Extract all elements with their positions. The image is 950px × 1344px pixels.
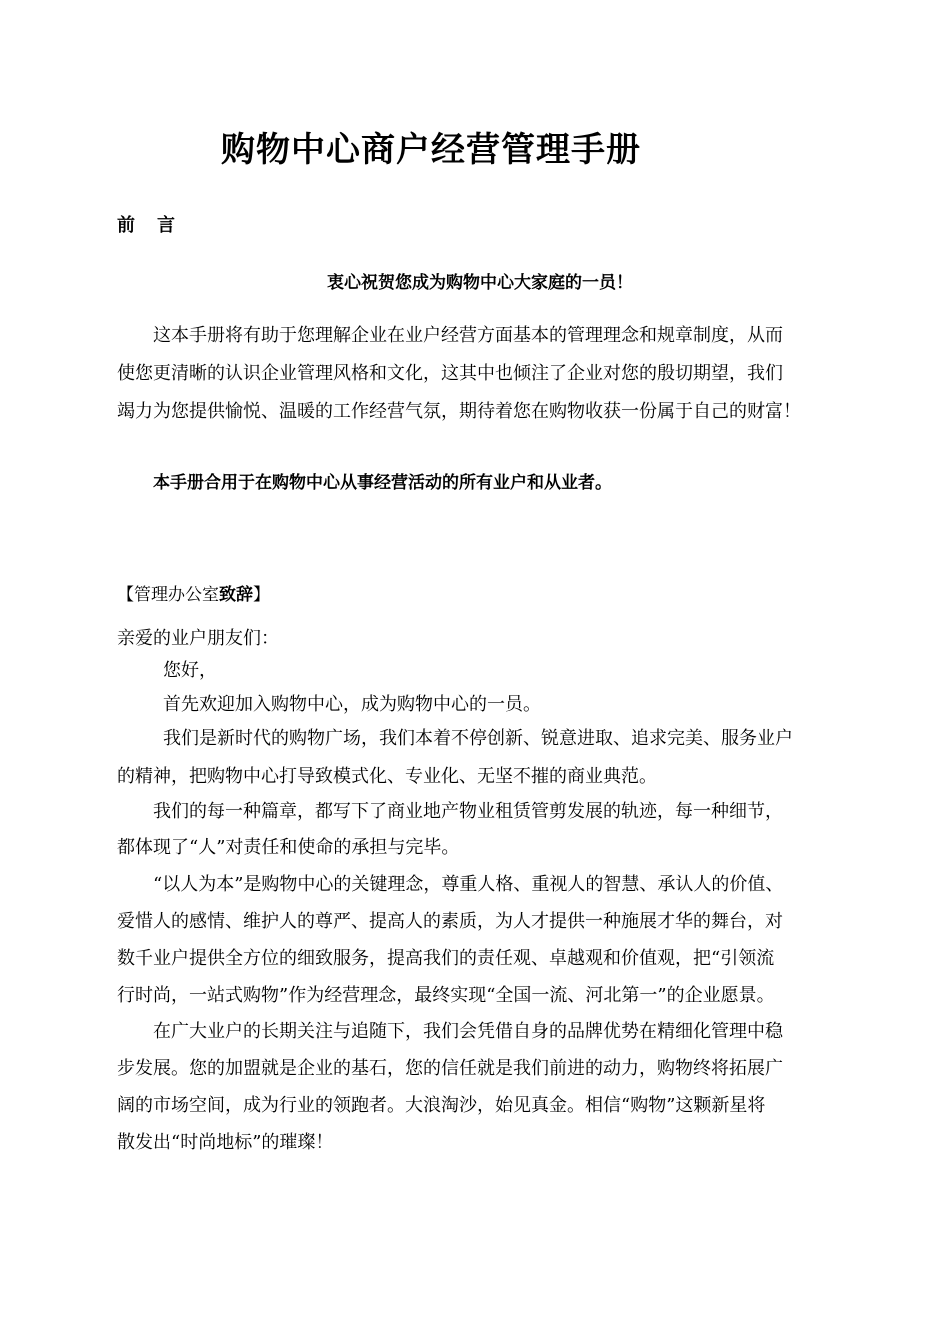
preface-paragraph-line: 使您更清晰的认识企业管理风格和文化，这其中也倾注了企业对您的殷切期望，我们 bbox=[117, 363, 783, 384]
office-address-heading: 【管理办公室致辞】 bbox=[117, 585, 270, 605]
congratulations-line: 衷心祝贺您成为购物中心大家庭的一员！ bbox=[327, 273, 633, 293]
preface-heading bbox=[117, 211, 175, 237]
body-line: 的精神，把购物中心打导致模式化、专业化、无坚不摧的商业典范。 bbox=[117, 766, 657, 787]
body-line: 步发展。您的加盟就是企业的基石，您的信任就是我们前进的动力，购物终将拓展广 bbox=[117, 1058, 783, 1079]
body-line: 我们的每一种篇章，都写下了商业地产物业租赁管剪发展的轨迹，每一种细节， bbox=[153, 801, 783, 822]
body-line: 爱惜人的感情、维护人的尊严、提高人的素质，为人才提供一种施展才华的舞台，对 bbox=[117, 911, 783, 932]
preface-paragraph-line: 这本手册将有助于您理解企业在业户经营方面基本的管理理念和规章制度，从而 bbox=[153, 325, 783, 346]
body-line: 都体现了“人”对责任和使命的承担与完毕。 bbox=[117, 837, 460, 858]
salutation: 亲爱的业户朋友们： bbox=[117, 628, 279, 649]
body-line: 我们是新时代的购物广场，我们本着不停创新、锐意进取、追求完美、服务业户 bbox=[163, 728, 793, 749]
body-line: 阔的市场空间，成为行业的领跑者。大浪淘沙，始见真金。相信“购物”这颗新星将 bbox=[117, 1095, 766, 1116]
preface-heading-char-2: 言 bbox=[157, 215, 175, 236]
body-line: 散发出“时尚地标”的璀璨！ bbox=[117, 1132, 334, 1153]
body-line: 在广大业户的长期关注与追随下，我们会凭借自身的品牌优势在精细化管理中稳 bbox=[153, 1021, 783, 1042]
document-title: 购物中心商户经营管理手册 bbox=[221, 130, 641, 170]
body-line: 数千业户提供全方位的细致服务，提高我们的责任观、卓越观和价值观，把“引领流 bbox=[117, 948, 775, 969]
preface-paragraph-line: 竭力为您提供愉悦、温暖的工作经营气氛，期待着您在购物收获一份属于自己的财富！ bbox=[117, 401, 801, 422]
greeting: 您好， bbox=[163, 660, 217, 681]
body-line: 行时尚，一站式购物”作为经营理念，最终实现“全国一流、河北第一”的企业愿景。 bbox=[117, 985, 775, 1006]
preface-heading-char-1: 前 bbox=[117, 215, 135, 236]
body-line: “以人为本”是购物中心的关键理念，尊重人格、重视人的智慧、承认人的价值、 bbox=[153, 874, 784, 895]
scope-statement: 本手册合用于在购物中心从事经营活动的所有业户和从业者。 bbox=[153, 473, 612, 493]
welcome-line: 首先欢迎加入购物中心，成为购物中心的一员。 bbox=[163, 694, 541, 715]
